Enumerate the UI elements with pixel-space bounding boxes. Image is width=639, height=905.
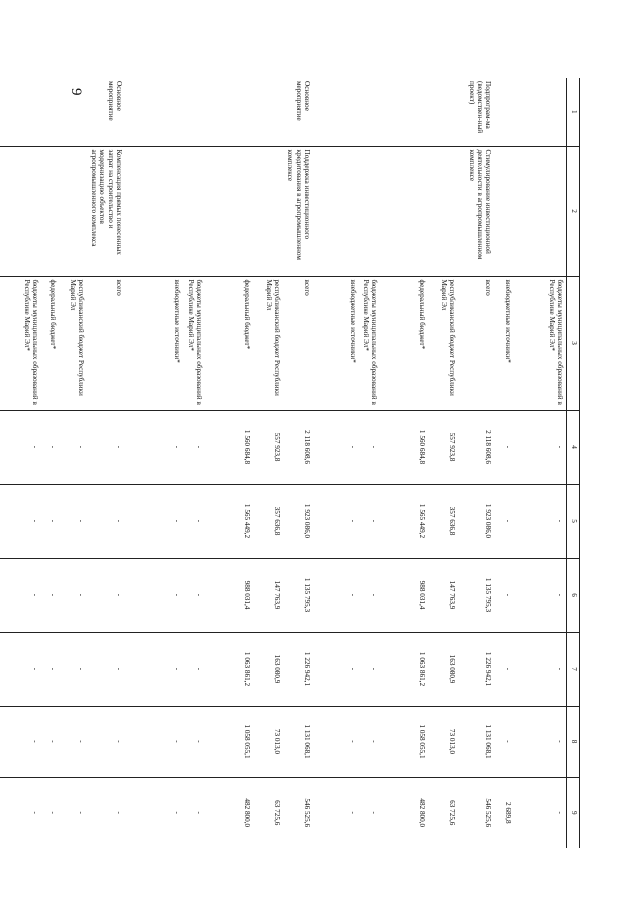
program-type-cell (59, 78, 87, 146)
document-table-area (22, 78, 580, 848)
program-type-cell (495, 78, 515, 146)
header-cell: 3 (567, 276, 580, 410)
program-name-cell (515, 146, 567, 276)
year-value-cell: - (515, 410, 567, 484)
funding-source-cell: внебюджетные источники* (125, 276, 183, 410)
year-value-cell: - (59, 706, 87, 777)
year-value-cell: 557 923,8 (429, 410, 459, 484)
header-cell: 7 (567, 632, 580, 706)
year-value-cell: - (87, 410, 125, 484)
year-value-cell: - (359, 706, 381, 777)
program-name-cell (313, 146, 359, 276)
program-type-cell (429, 78, 459, 146)
year-value-cell: - (359, 632, 381, 706)
year-value-cell: - (313, 777, 359, 848)
table-row (0, 78, 41, 848)
header-cell: 9 (567, 777, 580, 848)
year-value-cell: 63 725,6 (429, 777, 459, 848)
year-value-cell: - (183, 632, 205, 706)
program-name-cell (183, 146, 205, 276)
year-value-cell: 1 131 068,1 (459, 706, 495, 777)
year-value-cell: 1 063 861,2 (381, 632, 429, 706)
table-row (495, 78, 515, 848)
program-name-cell (381, 146, 429, 276)
funding-source-cell: федеральный бюджет* (381, 276, 429, 410)
year-value-cell: 1 923 086,0 (459, 484, 495, 558)
year-value-cell: - (313, 558, 359, 632)
year-value-cell: - (359, 410, 381, 484)
year-value-cell: 63 725,6 (253, 777, 283, 848)
year-value-cell: - (125, 410, 183, 484)
year-value-cell: 546 525,6 (283, 777, 313, 848)
year-value-cell: 988 031,4 (205, 558, 253, 632)
year-value-cell: - (183, 777, 205, 848)
year-value-cell: 1 135 795,3 (283, 558, 313, 632)
year-value-cell: - (87, 484, 125, 558)
year-value-cell: 357 636,8 (429, 484, 459, 558)
table-row (381, 78, 429, 848)
funding-source-cell: бюджеты муниципальных образований в Республике Марий Эл* (0, 276, 41, 410)
year-value-cell: 1 923 086,0 (283, 484, 313, 558)
year-value-cell: - (0, 632, 41, 706)
year-value-cell: 2 118 608,6 (283, 410, 313, 484)
year-value-cell: - (495, 632, 515, 706)
table-row (87, 78, 125, 848)
year-value-cell: 1 226 942,1 (459, 632, 495, 706)
funding-source-cell: федеральный бюджет* (41, 276, 59, 410)
year-value-cell: - (41, 632, 59, 706)
year-value-cell: - (183, 706, 205, 777)
year-value-cell: 1 131 068,1 (283, 706, 313, 777)
year-value-cell: - (125, 484, 183, 558)
year-value-cell: - (183, 410, 205, 484)
year-value-cell: - (87, 706, 125, 777)
table-row (459, 78, 495, 848)
year-value-cell: 73 013,0 (429, 706, 459, 777)
funding-source-cell: республиканский бюджет Республики Марий Эл (429, 276, 459, 410)
year-value-cell: - (313, 484, 359, 558)
table-row (59, 78, 87, 848)
year-value-cell: 73 013,0 (253, 706, 283, 777)
year-value-cell: - (125, 558, 183, 632)
program-type-cell (253, 78, 283, 146)
year-value-cell: - (515, 777, 567, 848)
funding-source-cell: внебюджетные источники* (313, 276, 359, 410)
year-value-cell: - (183, 484, 205, 558)
year-value-cell: - (359, 777, 381, 848)
year-value-cell: - (59, 484, 87, 558)
year-value-cell: - (87, 632, 125, 706)
table-row (183, 78, 205, 848)
funding-source-cell: внебюджетные источники* (495, 276, 515, 410)
year-value-cell: - (87, 777, 125, 848)
table-row (429, 78, 459, 848)
year-value-cell: 546 525,6 (459, 777, 495, 848)
program-type-cell (41, 78, 59, 146)
year-value-cell: - (0, 777, 41, 848)
year-value-cell: - (515, 484, 567, 558)
program-name-cell (429, 146, 459, 276)
table-row (313, 78, 359, 848)
year-value-cell: - (313, 706, 359, 777)
year-value-cell: - (495, 484, 515, 558)
program-name-cell: Компенсация прямых понесенных затрат на строительство и модернизацию объектов агропромышленного комплекса (87, 146, 125, 276)
year-value-cell: - (59, 558, 87, 632)
funding-source-cell: республиканский бюджет Республики Марий Эл (253, 276, 283, 410)
year-value-cell: - (41, 777, 59, 848)
year-value-cell: - (515, 632, 567, 706)
year-value-cell: - (59, 410, 87, 484)
program-type-cell (125, 78, 183, 146)
year-value-cell: - (313, 410, 359, 484)
year-value-cell: - (359, 484, 381, 558)
table-row (283, 78, 313, 848)
header-row (567, 78, 580, 848)
table-row (41, 78, 59, 848)
year-value-cell: 1 560 684,8 (205, 410, 253, 484)
year-value-cell: - (0, 484, 41, 558)
program-name-cell (495, 146, 515, 276)
year-value-cell: 988 031,4 (381, 558, 429, 632)
program-type-cell (313, 78, 359, 146)
year-value-cell: - (87, 558, 125, 632)
funding-source-cell: бюджеты муниципальных образований в Республике Марий Эл* (359, 276, 381, 410)
year-value-cell: 1 565 449,2 (205, 484, 253, 558)
table-row (253, 78, 283, 848)
year-value-cell: - (0, 558, 41, 632)
year-value-cell: - (495, 558, 515, 632)
table-row (125, 78, 183, 848)
header-cell: 4 (567, 410, 580, 484)
header-cell: 5 (567, 484, 580, 558)
program-type-cell: Подпрограм-ма (ведомствен-ный проект) (467, 81, 493, 134)
program-name-cell (59, 146, 87, 276)
funding-table (0, 78, 580, 848)
year-value-cell: - (41, 706, 59, 777)
year-value-cell: 147 763,9 (253, 558, 283, 632)
year-value-cell: - (359, 558, 381, 632)
program-type-cell (359, 78, 381, 146)
year-value-cell: 1 063 861,2 (205, 632, 253, 706)
year-value-cell: - (515, 706, 567, 777)
year-value-cell: - (0, 706, 41, 777)
program-name-cell (253, 146, 283, 276)
program-type-cell: Основное мероприятие (106, 81, 123, 121)
funding-source-cell: всего (459, 276, 495, 410)
table-row (515, 78, 567, 848)
year-value-cell: 357 636,8 (253, 484, 283, 558)
program-name-cell (125, 146, 183, 276)
funding-source-cell: всего (283, 276, 313, 410)
funding-source-cell: федеральный бюджет* (205, 276, 253, 410)
year-value-cell: - (0, 410, 41, 484)
year-value-cell: - (41, 558, 59, 632)
funding-source-cell: бюджеты муниципальных образований в Республике Марий Эл* (183, 276, 205, 410)
year-value-cell: 1 226 942,1 (283, 632, 313, 706)
year-value-cell: 1 058 055,1 (381, 706, 429, 777)
program-name-cell: Стимулирование инвестиционной деятельности в агропромышленном комплексе (459, 146, 495, 276)
year-value-cell: - (59, 632, 87, 706)
program-type-cell (205, 78, 253, 146)
program-name-cell (0, 146, 41, 276)
header-cell: 8 (567, 706, 580, 777)
header-cell: 2 (567, 146, 580, 276)
year-value-cell: - (183, 558, 205, 632)
program-type-cell (0, 78, 41, 146)
year-value-cell: - (125, 706, 183, 777)
year-value-cell: - (59, 777, 87, 848)
table-row (359, 78, 381, 848)
table-row (205, 78, 253, 848)
year-value-cell: - (515, 558, 567, 632)
year-value-cell: 2 118 608,6 (459, 410, 495, 484)
table-body (0, 78, 567, 848)
year-value-cell: - (495, 410, 515, 484)
program-type-cell (515, 78, 567, 146)
year-value-cell: 1 058 055,1 (205, 706, 253, 777)
header-cell: 6 (567, 558, 580, 632)
program-type-cell (381, 78, 429, 146)
year-value-cell: 1 565 449,2 (381, 484, 429, 558)
header-cell: 1 (567, 78, 580, 146)
year-value-cell: - (313, 632, 359, 706)
year-value-cell: 147 763,9 (429, 558, 459, 632)
year-value-cell: 482 800,0 (205, 777, 253, 848)
program-name-cell (41, 146, 59, 276)
program-name-cell (359, 146, 381, 276)
year-value-cell: - (495, 706, 515, 777)
year-value-cell: 482 800,0 (381, 777, 429, 848)
year-value-cell: 163 080,9 (253, 632, 283, 706)
year-value-cell: - (125, 632, 183, 706)
funding-source-cell: республиканский бюджет Республики Марий Эл (59, 276, 87, 410)
page-number: 9 (68, 88, 84, 96)
program-name-cell: Поддержка инвестиционного кредитования в агропромышленном комплексе (283, 146, 313, 276)
year-value-cell: - (41, 484, 59, 558)
year-value-cell: 163 080,9 (429, 632, 459, 706)
year-value-cell: - (125, 777, 183, 848)
program-type-cell: Основное мероприятие (294, 81, 311, 121)
funding-source-cell: всего (87, 276, 125, 410)
year-value-cell: - (41, 410, 59, 484)
funding-source-cell: бюджеты муниципальных образований в Республике Марий Эл* (515, 276, 567, 410)
year-value-cell: 1 135 795,3 (459, 558, 495, 632)
year-value-cell: 557 923,8 (253, 410, 283, 484)
year-value-cell: 2 689,8 (495, 777, 515, 848)
program-type-cell (183, 78, 205, 146)
year-value-cell: 1 560 684,8 (381, 410, 429, 484)
program-name-cell (205, 146, 253, 276)
